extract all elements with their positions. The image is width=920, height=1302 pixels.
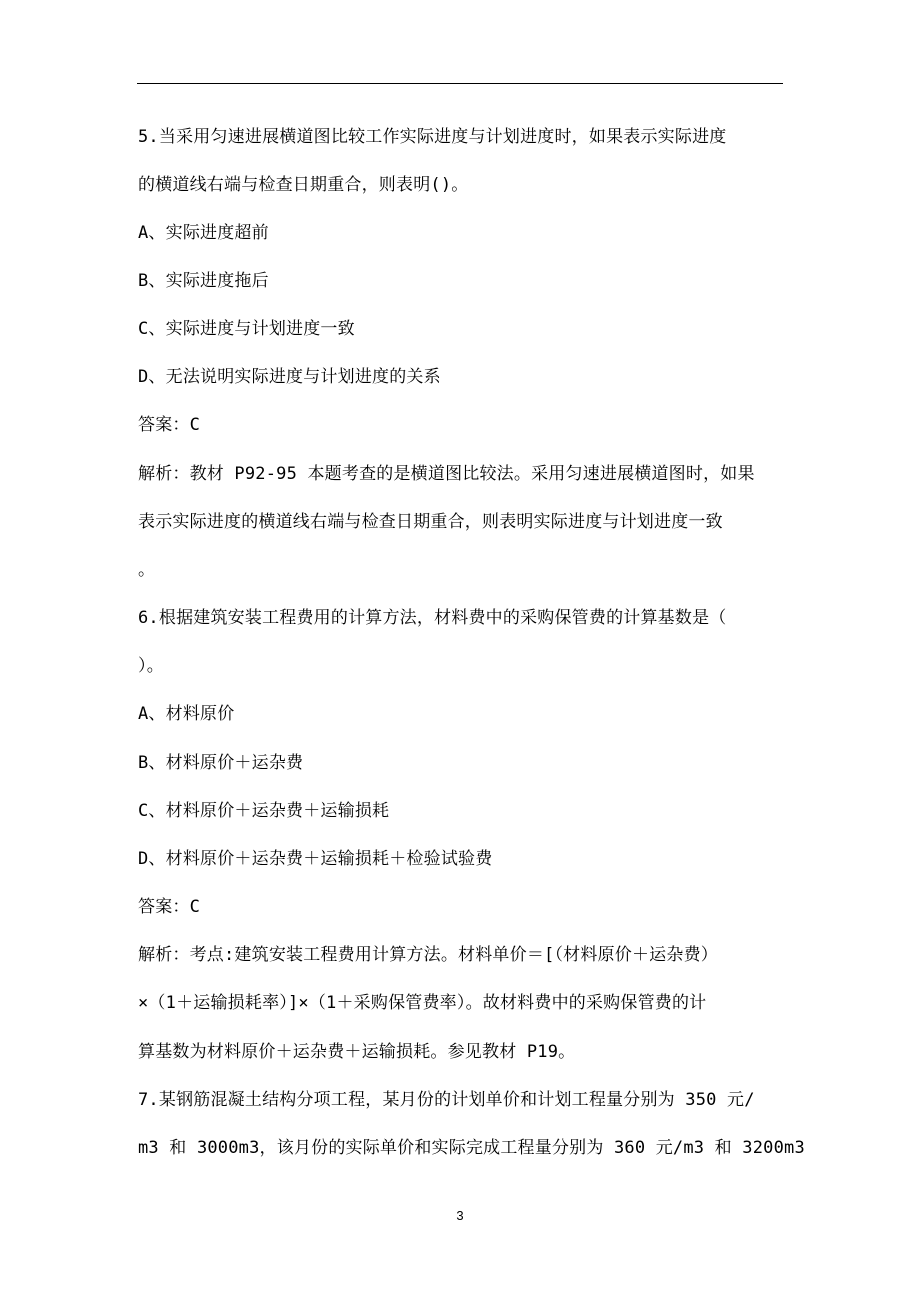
header-rule	[137, 83, 783, 84]
q7-stem-line-2: m3 和 3000m3，该月份的实际单价和实际完成工程量分别为 360 元/m3 和 3200m3	[138, 1138, 805, 1158]
q6-explanation-line-2: ×（1＋运输损耗率）]×（1＋采购保管费率）。故材料费中的采购保管费的计	[138, 993, 707, 1013]
q6-answer: 答案：C	[138, 897, 201, 917]
q5-option-c: C、实际进度与计划进度一致	[138, 319, 355, 339]
q6-option-b: B、材料原价＋运杂费	[138, 753, 304, 773]
q7-stem-line-1: 7.某钢筋混凝土结构分项工程，某月份的计划单价和计划工程量分别为 350 元/	[138, 1090, 755, 1110]
q6-option-a: A、材料原价	[138, 704, 235, 724]
q5-option-a: A、实际进度超前	[138, 223, 269, 243]
q5-option-b: B、实际进度拖后	[138, 271, 269, 291]
q5-explanation-line-1: 解析：教材 P92-95 本题考查的是横道图比较法。采用匀速进展横道图时，如果	[138, 464, 755, 484]
q6-option-d: D、材料原价＋运杂费＋运输损耗＋检验试验费	[138, 849, 493, 869]
q6-option-c: C、材料原价＋运杂费＋运输损耗	[138, 801, 390, 821]
q6-stem-line-2: ）。	[138, 656, 164, 676]
q6-explanation-line-1: 解析：考点:建筑安装工程费用计算方法。材料单价＝[（材料原价＋运杂费）	[138, 945, 718, 965]
q5-explanation-line-3: 。	[138, 560, 156, 580]
q5-explanation-line-2: 表示实际进度的横道线右端与检查日期重合，则表明实际进度与计划进度一致	[138, 512, 723, 532]
q5-stem-line-2: 的横道线右端与检查日期重合，则表明()。	[138, 175, 469, 195]
q5-stem-line-1: 5.当采用匀速进展横道图比较工作实际进度与计划进度时，如果表示实际进度	[138, 127, 727, 147]
q5-option-d: D、无法说明实际进度与计划进度的关系	[138, 367, 441, 387]
q5-answer: 答案：C	[138, 415, 201, 435]
q6-stem-line-1: 6.根据建筑安装工程费用的计算方法，材料费中的采购保管费的计算基数是（	[138, 608, 727, 628]
page-number: 3	[456, 1208, 464, 1223]
q6-explanation-line-3: 算基数为材料原价＋运杂费＋运输损耗。参见教材 P19。	[138, 1042, 576, 1062]
